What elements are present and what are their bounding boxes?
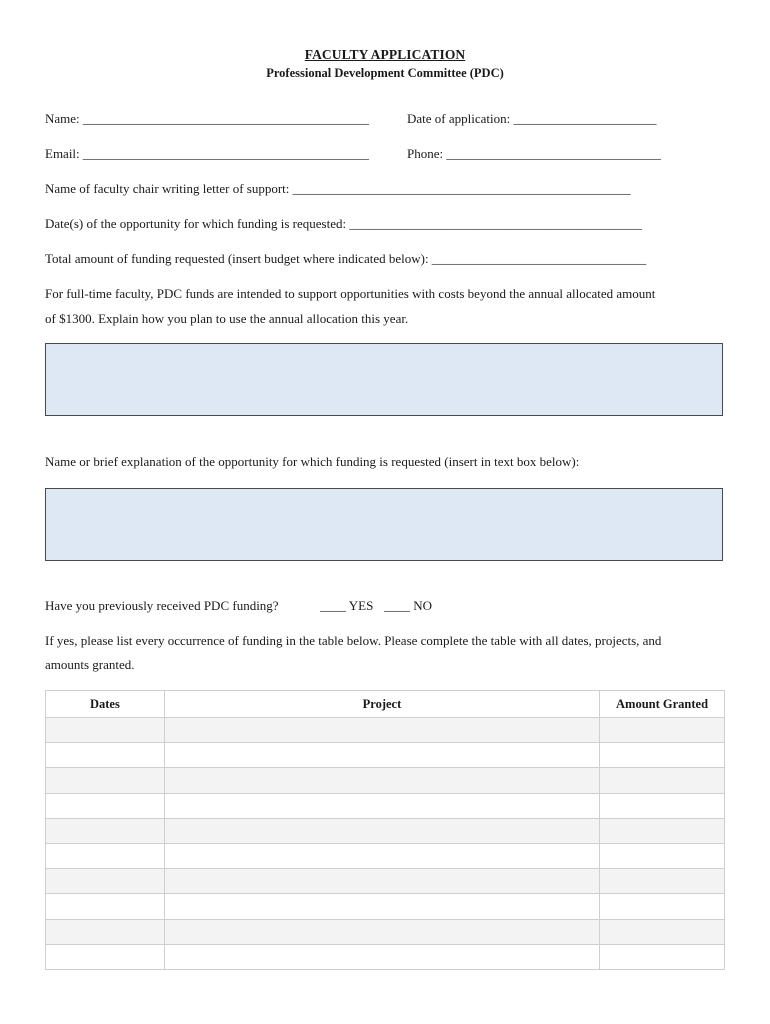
table-row [46,793,725,818]
amount-cell[interactable] [600,743,725,768]
dates-cell[interactable] [46,743,165,768]
project-cell[interactable] [164,793,599,818]
previous-funding-no[interactable]: ____ NO [384,598,433,613]
dates-cell[interactable] [46,843,165,868]
table-row [46,743,725,768]
dates-cell[interactable] [46,768,165,793]
table-row [46,894,725,919]
form-subtitle: Professional Development Committee (PDC) [266,66,504,80]
form-title: FACULTY APPLICATION [304,47,466,62]
table-row [46,843,725,868]
amount-cell[interactable] [600,894,725,919]
project-cell[interactable] [164,818,599,843]
table-row [46,869,725,894]
amount-cell[interactable] [600,818,725,843]
dates-cell[interactable] [46,894,165,919]
table-header-row [46,691,725,718]
table-row [46,768,725,793]
phone-field[interactable]: Phone: _________________________________ [407,146,661,161]
project-cell[interactable] [164,743,599,768]
faculty-chair-field[interactable]: Name of faculty chair writing letter of support: ____________________________________________________ [45,181,631,196]
previous-funding-question: Have you previously received PDC funding? [45,598,279,613]
column-header-project: Project [164,691,599,718]
dates-cell[interactable] [46,818,165,843]
table-row [46,919,725,944]
allocation-prompt-line2: of $1300. Explain how you plan to use the annual allocation this year. [45,311,409,326]
opportunity-prompt: Name or brief explanation of the opportunity for which funding is requested (insert in text box below): [45,454,580,469]
amount-cell[interactable] [600,843,725,868]
opportunity-dates-field[interactable]: Date(s) of the opportunity for which funding is requested: _____________________________________________ [45,216,642,231]
allocation-text-box[interactable] [45,343,723,416]
project-cell[interactable] [164,869,599,894]
opportunity-text-box[interactable] [45,488,723,561]
dates-cell[interactable] [46,944,165,969]
amount-cell[interactable] [600,793,725,818]
date-of-application-field[interactable]: Date of application: ______________________ [407,111,657,126]
table-row [46,818,725,843]
funding-instructions-line2: amounts granted. [45,657,135,672]
total-funding-field[interactable]: Total amount of funding requested (insert budget where indicated below): _________________________________ [45,251,647,266]
project-cell[interactable] [164,919,599,944]
name-field[interactable]: Name: ____________________________________________ [45,111,369,126]
amount-cell[interactable] [600,944,725,969]
funding-history-table [45,690,725,970]
dates-cell[interactable] [46,869,165,894]
amount-cell[interactable] [600,869,725,894]
table-row [46,718,725,743]
table-row [46,944,725,969]
column-header-amount-granted: Amount Granted [600,691,725,718]
project-cell[interactable] [164,944,599,969]
project-cell[interactable] [164,894,599,919]
email-field[interactable]: Email: ____________________________________________ [45,146,369,161]
amount-cell[interactable] [600,718,725,743]
amount-cell[interactable] [600,919,725,944]
allocation-prompt-line1: For full-time faculty, PDC funds are intended to support opportunities with costs beyond the annual allocated amount [45,286,656,301]
funding-instructions-line1: If yes, please list every occurrence of funding in the table below. Please complete the table with all dates, projects, and [45,633,662,648]
dates-cell[interactable] [46,793,165,818]
project-cell[interactable] [164,843,599,868]
project-cell[interactable] [164,718,599,743]
previous-funding-yes[interactable]: ____ YES [320,598,374,613]
amount-cell[interactable] [600,768,725,793]
project-cell[interactable] [164,768,599,793]
dates-cell[interactable] [46,718,165,743]
column-header-dates: Dates [46,691,165,718]
dates-cell[interactable] [46,919,165,944]
